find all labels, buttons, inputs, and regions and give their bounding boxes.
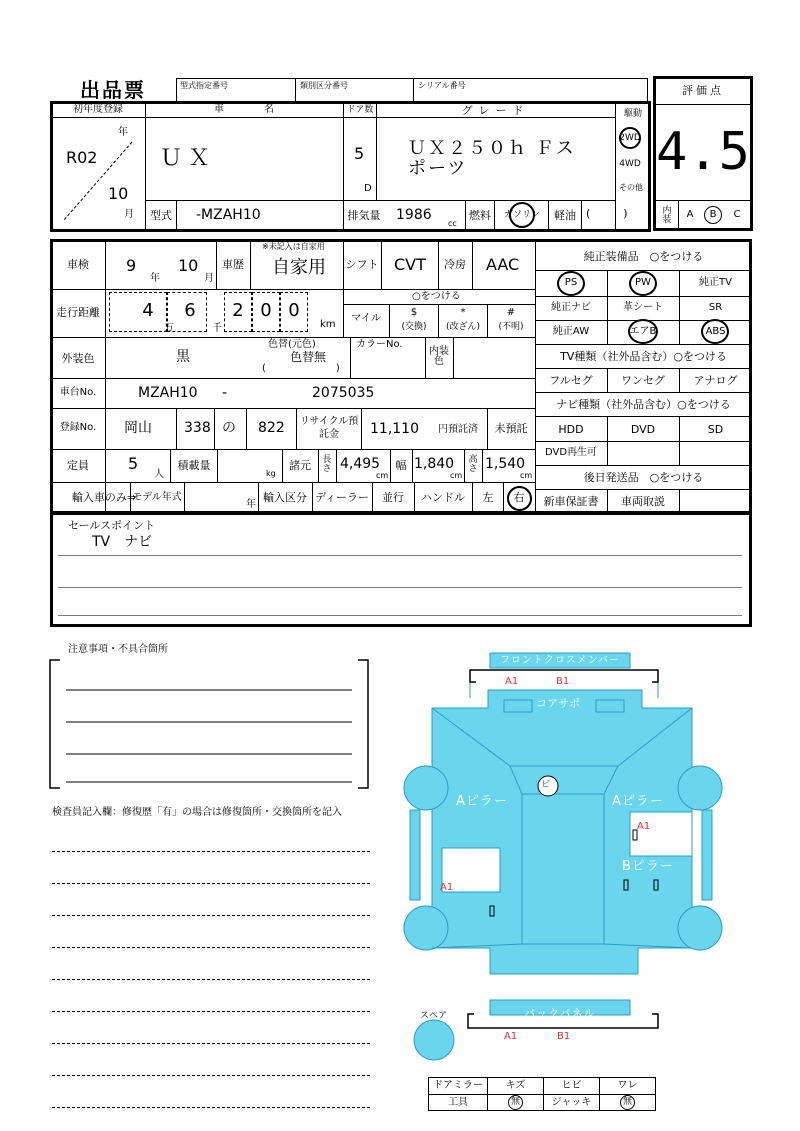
legend-tools-value: 無 <box>510 1097 520 1107</box>
chassis-dash: - <box>222 385 228 401</box>
inspection-label: 車検 <box>67 257 89 271</box>
grade-value-2: ポーツ <box>408 158 468 179</box>
option-hash: # <box>506 307 516 318</box>
mileage-digit-3: 2 <box>232 300 244 321</box>
option-dollar: $ <box>410 307 418 318</box>
history-value: 自家用 <box>272 257 326 278</box>
doors-suffix: D <box>364 183 372 194</box>
interior-label: 内装 <box>662 205 672 225</box>
mileage-circle-note: ○をつける <box>412 291 461 302</box>
fuel-label: 燃料 <box>469 208 491 222</box>
color-swap-paren: ( ) <box>262 363 340 374</box>
legend-tools: 工具 <box>448 1096 468 1108</box>
inspection-month: 10 <box>178 256 199 275</box>
first-reg-month: 10 <box>108 184 129 203</box>
left-mark-a1: A1 <box>440 882 454 893</box>
shift-value: CVT <box>394 255 426 274</box>
equip-airbag: エアB <box>629 326 657 337</box>
navi-hdd: HDD <box>558 422 584 436</box>
registration-label: 登録No. <box>59 422 97 433</box>
color-value: 黒 <box>176 349 190 365</box>
fuel-value: ガソリン <box>503 209 540 220</box>
length-value: 4,495 <box>340 456 381 472</box>
width-unit: cm <box>450 471 463 480</box>
equip-abs-circle <box>701 319 729 344</box>
height-value: 1,540 <box>485 456 526 472</box>
capacity-label: 定員 <box>67 458 89 472</box>
legend-jack-value: 無 <box>622 1097 632 1107</box>
inspection-year: 9 <box>126 256 137 275</box>
equip-ps-circle <box>557 271 585 296</box>
tv-label: TV種類（社外品含む）○をつける <box>560 349 727 363</box>
model-year-label: モデル年式 <box>132 492 182 503</box>
model-spec-label: 型式指定番号 <box>180 81 228 90</box>
color-swap-value: 色替無 <box>290 350 327 364</box>
load-label: 積載量 <box>177 458 211 472</box>
interior-a: A <box>686 209 694 220</box>
registration-area: 岡山 <box>124 420 152 436</box>
equip-pw-circle <box>629 271 657 296</box>
handle-right-circle <box>507 486 532 511</box>
handle-right: 右 <box>513 490 525 504</box>
doors-value: 5 <box>354 144 365 163</box>
drive-other: その他 <box>619 183 643 192</box>
chassis-label: 車台No. <box>59 387 97 398</box>
legend-crack: ヒビ <box>561 1079 582 1091</box>
navi-sd: SD <box>707 422 724 436</box>
rear-member-label: リアクロスメンバー <box>511 1050 609 1061</box>
light-oil-label: 軽油 <box>554 208 576 222</box>
drive-2wd-circle <box>619 127 641 149</box>
roof-mark: ビ <box>541 780 551 790</box>
mileage-digit-2: 6 <box>184 300 196 321</box>
model-value: -MZAH10 <box>196 207 261 223</box>
core-support-label: コアサポ <box>536 697 580 710</box>
equip-navi: 純正ナビ <box>551 302 591 313</box>
later-warranty: 新車保証書 <box>543 494 599 508</box>
shift-label: シフト <box>345 257 379 271</box>
height-label: 高さ <box>468 455 478 474</box>
color-swap-label: 色替(元色) <box>268 339 316 350</box>
sales-point-box <box>50 512 752 627</box>
model-label: 型式 <box>150 208 172 222</box>
option-star-sub: (改ざん) <box>445 321 481 332</box>
option-dollar-sub: (交換) <box>401 321 427 332</box>
back-panel-label: バックパネル <box>524 1007 596 1020</box>
height-unit: cm <box>520 471 533 480</box>
legend-jack-circle <box>620 1095 635 1110</box>
first-reg-month-unit: 月 <box>124 209 134 220</box>
front-mark-b1: B1 <box>556 676 570 687</box>
tv-oneseg: ワンセグ <box>621 373 665 387</box>
sales-point-label: セールスポイント <box>68 519 156 532</box>
grade-value-1: ＵＸ２５０ｈ Ｆス <box>408 138 576 159</box>
import-parallel: 並行 <box>382 490 404 504</box>
mileage-man: 万 <box>164 323 174 334</box>
score-value: 4.5 <box>656 122 750 182</box>
equip-tv: 純正TV <box>699 277 732 288</box>
history-label: 車歴 <box>222 257 244 271</box>
color-no-label: カラーNo. <box>356 339 403 350</box>
notes-bracket <box>48 652 372 792</box>
option-mile: マイル <box>351 313 381 324</box>
history-note: ※未記入は自家用 <box>262 242 325 251</box>
equip-abs: ABS <box>705 326 726 337</box>
registration-class: 338 <box>184 420 211 436</box>
right-mark-a1: A1 <box>637 821 651 832</box>
drive-2wd: 2WD <box>619 132 641 143</box>
displacement-unit: cc <box>448 219 457 228</box>
a-pillar-left-label: Aピラー <box>456 794 508 809</box>
recycle-unpaid: 未預託 <box>494 421 528 435</box>
first-reg-label: 初年度登録 <box>73 104 123 115</box>
displacement-label: 排気量 <box>347 208 381 222</box>
b-pillar-left-label: Bピラー <box>448 859 500 874</box>
b-pillar-right-label: Bピラー <box>622 859 674 874</box>
rear-mark-a1: A1 <box>504 1031 518 1042</box>
dims-label: 諸元 <box>289 458 311 472</box>
import-label: 輸入車のみ⇒ <box>71 490 137 504</box>
navi-label: ナビ種類（社外品含む）○をつける <box>556 397 731 411</box>
inspection-month-unit: 月 <box>204 273 214 284</box>
mileage-digit-5: 0 <box>288 300 300 321</box>
first-reg-year-unit: 年 <box>118 127 128 138</box>
mileage-sen: 千 <box>212 323 222 334</box>
notes-label: 注意事項・不具合箇所 <box>68 644 168 655</box>
car-body-diagram <box>400 648 730 1068</box>
mileage-digit-4: 0 <box>260 300 272 321</box>
spare-label: スペア <box>420 1011 448 1021</box>
light-oil-paren: ( ) <box>586 207 628 220</box>
drive-4wd: 4WD <box>619 158 641 169</box>
inspector-label: 検査員記入欄：修復歴「有」の場合は修復箇所・交換箇所を記入 <box>52 807 342 818</box>
equip-airbag-circle <box>628 319 658 344</box>
front-member-label: フロントクロスメンバー <box>499 655 621 666</box>
legend-scratch: キズ <box>505 1079 526 1091</box>
handle-left: 左 <box>482 490 494 504</box>
category-label: 類別区分番号 <box>300 81 348 90</box>
capacity-value: 5 <box>128 454 139 473</box>
later-manual: 車両取説 <box>621 494 665 508</box>
sales-point-value: TV ナビ <box>92 534 153 550</box>
score-label: 評価点 <box>682 83 724 97</box>
form-title: 出品票 <box>80 78 146 102</box>
serial-label: シリアル番号 <box>418 81 466 90</box>
color-label: 外装色 <box>61 351 95 365</box>
handle-label: ハンドル <box>421 490 465 504</box>
registration-kana: の <box>222 420 236 436</box>
recycle-label: リサイクル預託金 <box>299 416 359 440</box>
first-reg-era: R02 <box>66 148 98 167</box>
chassis-number: 2075035 <box>312 385 375 401</box>
tv-analog: アナログ <box>693 373 738 387</box>
equip-sr: SR <box>708 302 723 313</box>
tv-fullseg: フルセグ <box>549 373 593 387</box>
later-docs-label: 後日発送品 ○をつける <box>583 470 704 484</box>
doors-label: ドア数 <box>346 104 374 115</box>
navi-dvd: DVD <box>630 422 656 436</box>
chassis-prefix: MZAH10 <box>138 385 198 401</box>
length-label: 長さ <box>322 455 332 474</box>
load-unit: kg <box>266 469 276 478</box>
fuel-circle <box>509 202 535 228</box>
capacity-unit: 人 <box>154 469 164 480</box>
car-name-label: 車名 <box>214 104 314 115</box>
ac-label: 冷房 <box>444 257 466 271</box>
front-mark-a1: A1 <box>505 676 519 687</box>
ac-value: AAC <box>486 255 520 274</box>
grade-label: グレード <box>461 103 530 117</box>
interior-b-circle <box>704 206 722 224</box>
option-hash-sub: (不明) <box>498 321 524 332</box>
width-label: 幅 <box>395 458 407 472</box>
equip-leather: 革シート <box>623 302 663 313</box>
equip-pw: PW <box>635 277 651 288</box>
model-year-unit: 年 <box>246 499 256 510</box>
car-name-value: ＵＸ <box>160 146 217 171</box>
length-unit: cm <box>376 471 389 480</box>
legend-mirror: ドアミラー <box>433 1079 483 1091</box>
equip-ps: PS <box>564 277 578 288</box>
legend-tools-circle <box>508 1095 523 1110</box>
interior-c: C <box>733 209 741 220</box>
interior-b: B <box>709 209 717 220</box>
import-class-label: 輸入区分 <box>263 490 307 504</box>
recycle-value: 11,110 <box>370 421 419 437</box>
legend-jack: ジャッキ <box>551 1096 592 1108</box>
drive-label: 駆動 <box>623 108 642 119</box>
equip-aw: 純正AW <box>552 326 590 337</box>
legend-break: ワレ <box>617 1079 638 1091</box>
equipment-label: 純正装備品 ○をつける <box>583 249 704 263</box>
rear-mark-b1: B1 <box>557 1031 571 1042</box>
import-dealer: ディーラー <box>314 490 370 504</box>
width-value: 1,840 <box>414 456 455 472</box>
interior-color-label: 内装色 <box>429 346 449 367</box>
mileage-label: 走行距離 <box>56 305 100 319</box>
option-star: * <box>460 307 466 318</box>
recycle-unit: 円預託済 <box>438 424 478 435</box>
mileage-digit-1: 4 <box>142 300 154 321</box>
registration-number: 822 <box>258 420 285 436</box>
a-pillar-right-label: Aピラー <box>612 794 664 809</box>
displacement-value: 1986 <box>396 207 432 223</box>
navi-dvd-play: DVD再生可 <box>544 447 598 458</box>
mileage-unit: km <box>320 319 336 330</box>
inspection-year-unit: 年 <box>150 273 160 284</box>
